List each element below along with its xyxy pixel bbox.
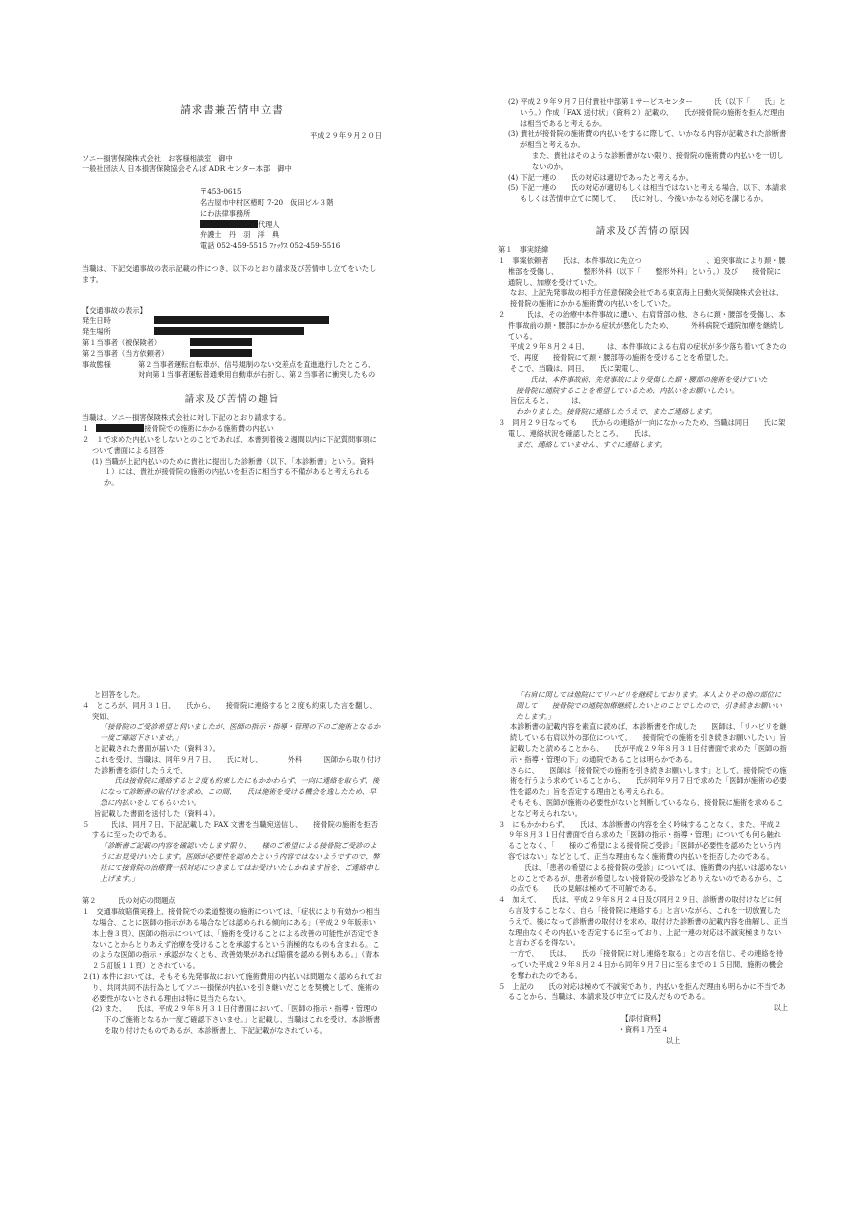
fact-4c: これを受け、当職は、同年９月７日、 氏に対し、 外科 医師から取り付けた診断書を添付したうえで、 [94, 754, 382, 775]
request-intro: 当職は、ソニー損害保険株式会社に対し下記のとおり請求する。 [82, 413, 291, 423]
request-1: １ 接骨院での施術にかかる施術費の内払い [82, 424, 274, 434]
fact-1b: なお、上記先発事故の相手方任意保険会社である東京海上日動火災保険株式会社は、 接骨院の施術にかかる施術費の内払いをしていた。 [510, 288, 794, 309]
fact-2d: 旨伝えると、 は、 [510, 396, 586, 406]
issue-text-2: さらに、 医師は「接骨院での施術を引き続きお願いします」として、接骨院での施術を行うよう求めていることから、 氏が同年９月７日で求めた「医師が施術の必要性を認めた」旨を否定する理由とも考えられる。 [510, 765, 787, 797]
question-2: (2) 平成２９年９月７日付貴社中部第１サービスセンター 氏（以下「 氏」という。）作成「FAX 送付状」（資料２）記載の、 氏が接骨院の施術を拒んだ理由は相当であると考えるか。 [508, 97, 787, 128]
question-1: (1) 当職が上記内払いのために貴社に提出した診断書（以下、「本診断書」という。資料１）には、貴社が接骨院の施術の内払いを拒否に相当する不備があると考えられるか。 [92, 456, 374, 488]
attachment-heading: 【添付資料】 [621, 1013, 665, 1023]
closing-mark: 以上 [773, 1003, 788, 1013]
question-5: (5) 下記一連の 氏の対応が適切もしくは相当ではないと考える場合、以下、本請求もしくは苦情申立てに関して、 氏に対し、今後いかなる対応を講じるか。 [508, 183, 787, 204]
fact-2: ２ 氏は、その治療中本件事故に遭い、右肩背部の他、さらに頚・腰部を受傷し、本件事故前の頚・腰部にかかる症状が悪化したため、 外科病院で通院加療を継続している。 [498, 310, 786, 341]
page-bottom-right [498, 690, 788, 1046]
end-mark: 以上 [665, 1035, 681, 1045]
question-4: (4) 下記一連の 氏の対応は適切であったと考えるか。 [508, 172, 693, 182]
issue-text-1: 本診断書の記載内容を素直に読めば、本診断書を作成した 医師は、「リハビリを継続している右肩以外の部位について、 接骨院での施術を引き続きお願いしたい」旨記載したと読めることから、 氏が平成２９年８月３１日付書面で求めた「医師の指示・指導・管理の下」の通院であることは明らかである。 [510, 722, 787, 764]
subsection-facts: 第１ 事実経緯 [498, 245, 549, 255]
redaction-bar [154, 327, 304, 335]
redaction-bar [96, 424, 144, 432]
subsection-issues: 第２ 氏の対応の問題点 [82, 896, 176, 906]
issue-2-1: ２(1) 本件においては、そもそも先発事故において施術費用の内払いは問題なく認められており、共同共同不法行為としてソニー損保が内払いを引き継いだことを契機として、施術の必要性がないとされる理由は特に見当たらない。 [82, 971, 382, 1003]
fact-3: ３ 同月２９日なっても 氏からの連絡が一向になかったため、当職は同日 氏に架電し、連絡状況を確認したところ、 氏は、 [498, 417, 786, 438]
diagnosis-quote: 「右肩に関しては他院にてリハビリを継続しております。本人よりその他の部位に関して 接骨院での通院加療継続したいとのことでしたので、引き続きお願いいたします。」 [516, 690, 782, 721]
sender-zip: 〒453-0615 [200, 187, 242, 197]
fact-1: １ 事案依頼者 氏は、本件事故に先立つ 、追突事故により頚・腰椎部を受傷し、 整形外科（以下「 整形外科」という。）及び 接骨院に通院し、加療を受けていた。 [498, 256, 786, 287]
page-top-left [82, 97, 382, 489]
issue-3b: 氏は、「患者の希望による接骨院の受診」については、施術費の内払いは認めないとのことであるが、患者が希望しない接骨院の受診などありえないのであるから、この点でも 氏の見解は極めて不可解である。 [510, 862, 787, 894]
party2-row: 第２当事者（当方依頼者） [82, 349, 382, 360]
issue-text-3: そもそも、医師が施術の必要性がないと判断しているなら、接骨院に施術を求めることなど考えられない。 [510, 797, 784, 818]
section-heading-cause: 請求及び苦情の原因 [595, 225, 691, 237]
sender-address: 名古屋市中村区椿町 7-20 仮田ビル３階 [200, 197, 334, 207]
document-title: 請求書兼苦情申立書 [180, 104, 284, 116]
redaction-bar [190, 338, 252, 346]
issue-3: ３ にもかかわらず、 氏は、本診断書の内容を全く吟味することなく、また、平成２９年８月３１日付書面で自ら求めた「医師の指示・指導・管理」についても何ら触れることなく、「 様のご希望による接骨院ご受診」「医師が必要性を認めたという内容ではない」などとして、正当な理由もなく施術費の内払いを拒否したのである。 [498, 819, 782, 861]
accident-place-row: 発生場所 [82, 327, 382, 338]
request-2: ２ １で求めた内払いをしないとのことであれば、本書到着後２週間以内に下記質問事項について書面による回答 [82, 434, 377, 455]
sender-agent: 代理人 [258, 219, 280, 229]
sender-lawyer: 弁護士 丹 羽 洋 典 [200, 230, 280, 240]
fact-5-quote: 「診断書ご記載の内容を確認いたします限り、 様のご希望による接骨院ご受診のようにお見受けいたします。医師が必要性を認めたという内容ではないようですので、弊社にて接骨院の治療費一括対応につきましてはお受けいたしかねます旨を、ご連絡申し上げます。」 [100, 841, 381, 883]
issue-5: ５ 上記の 氏の対応は極めて不誠実であり、内払いを拒んだ理由も明らかに不当であることから、当職は、本請求及び申立てに及んだものである。 [498, 981, 786, 1002]
fact-2-quote-2: わかりました。接骨院に連絡したうえで、またご連絡します。 [516, 407, 717, 417]
issue-4: ４ 加えて、 氏は、平成２９年８月２４日及び同月２９日、診断書の取付けなどに何ら言及することなく、自ら「接骨院に連絡する」と言いながら、これを一切放置したうえで、後になって診断書の取付けを求め、取付けた診断書の記載内容を曲解し、正当な理由なくその内払いを否定するに至っており、上記一連の対応は不誠実極まりないと言わざるを得ない。 [498, 895, 788, 948]
redaction-bar [200, 220, 258, 228]
fact-4-quote: 「接骨院のご受診希望と伺いましたが、医師の指示・指導・管理の下のご施術となるか一度ご確認下さいませ。」 [100, 722, 381, 743]
fact-2c: そこで、当職は、同日、 氏に架電し、 [510, 363, 643, 373]
intro-paragraph: 当職は、下記交通事故の表示記載の件につき、以下のとおり請求及び苦情申し立てをいたします。 [82, 263, 377, 284]
recipient-2: 一般社団法人 日本損害保険協会そんぽ ADR センター本部 御中 [82, 164, 292, 174]
section-heading-purpose: 請求及び苦情の趣旨 [184, 394, 280, 406]
attachment-item: ・資料１乃至４ [617, 1024, 669, 1034]
accident-date-row: 発生日時 [82, 316, 382, 327]
sender-office: にわ法律事務所 [200, 208, 251, 218]
fact-2-quote: 氏は、本件事故前、先発事故により受傷した頚・腰部の施術を受けていた 接骨院に通院することを希望しているため、内払いをお願いしたい。 [516, 374, 782, 395]
fact-3-quote: まだ、連絡していません、すぐに連絡します。 [516, 439, 667, 449]
document-date: 平成２９年９月２０日 [310, 130, 382, 140]
fact-5: ５ 氏は、同月７日、下記記載した FAX 文書を当職宛送信し、 接骨院の施術を拒否するに至ったのである。 [82, 819, 378, 840]
fact-2b: 平成２９年８月２４日、 は、本件事故による右肩の症状が多少落ち着いてきたので、再度 接骨院にて頚・腰部等の施術を受けることを希望した。 [510, 342, 787, 363]
fact-4d: 旨記載した書面を送付した（資料４）。 [94, 808, 220, 818]
question-3: (3) 貴社が接骨院の施術費の内払いをするに際して、いかなる内容が記載された診断書が相当と考えるか。 [508, 129, 787, 150]
issue-2-2: (2) また、 氏は、平成２９年８月３１日付書面において、「医師の指示・指導・管理の下のご施術となるか一度ご確認下さいませ。」と記載し、当職はこれを受け、本診断書を取り付けたものであるが、本診断書上、下記記載がなされている。 [92, 1004, 381, 1035]
question-3b: また、貴社はそのような診断書がない限り、接骨院の施術費の内払いを一切しないのか。 [532, 150, 784, 171]
fact-4: ４ ところが、同月３１日、 氏から、 接骨院に連絡すると２度も約束した言を翻し、突如、 [82, 700, 377, 721]
issue-1: １ 交通事故賠償実務上、接骨院での柔道整復の施術については、「症状により有効かつ相当な場合、ことに医師の指示がある場合などは認められる傾向にある」（平成２９年版赤い本上巻３頁）、医師の指示については、「施術を受けることによる改善の可能性が否定できないことからとりあえず治療を受けることを承認するという消極的なものも含まれる。このような医師の指示・承認がなくとも、改善効果があれば賠償を認める例もある。」（青本２５訂版１１頁）とされている。 [82, 907, 381, 971]
accident-mode-row: 事故態様 第２当事者運転自転車が、信号規制のない交差点を直進進行したところ、対向第１当事者運転普通乗用自動車が右折し、第２当事者に衝突したもの [82, 359, 376, 380]
party1-row: 第１当事者（被保険者） [82, 338, 382, 349]
accident-heading: 【交通事故の表示】 [82, 305, 147, 315]
page-top-right [498, 97, 794, 450]
fact-4-quote-2: 氏は接骨院に連絡すると２度も約束したにもかかわらず、一向に連絡を取らず、後になって診断書の取付けを求め、この間、 氏は施術を受ける機会を逸したため、早急に内払いをしてもらいたい。 [100, 776, 380, 807]
fact-3-reply: と回答をした。 [94, 690, 145, 699]
sender-tel: 電話 052-459-5515 ﾌｧｯｸｽ 052-459-5516 [200, 241, 341, 251]
sender-agent-line [200, 220, 382, 231]
recipient-1: ソニー損害保険株式会社 お客様相談室 御中 [82, 153, 233, 163]
redaction-bar [190, 349, 252, 357]
sender-block [82, 187, 382, 252]
issue-4b: 一方で、 氏は、 氏の「接骨院に対し連絡を取る」との言を信じ、その連絡を待っていた平成２９年８月２４日から同年９月７日に至るまでの１５日間、施術の機会を奪われたのである。 [510, 949, 784, 980]
fact-4b: と記載された書面が届いた（資料３）。 [94, 743, 220, 753]
redaction-bar [154, 316, 329, 324]
page-bottom-left [82, 690, 382, 1037]
